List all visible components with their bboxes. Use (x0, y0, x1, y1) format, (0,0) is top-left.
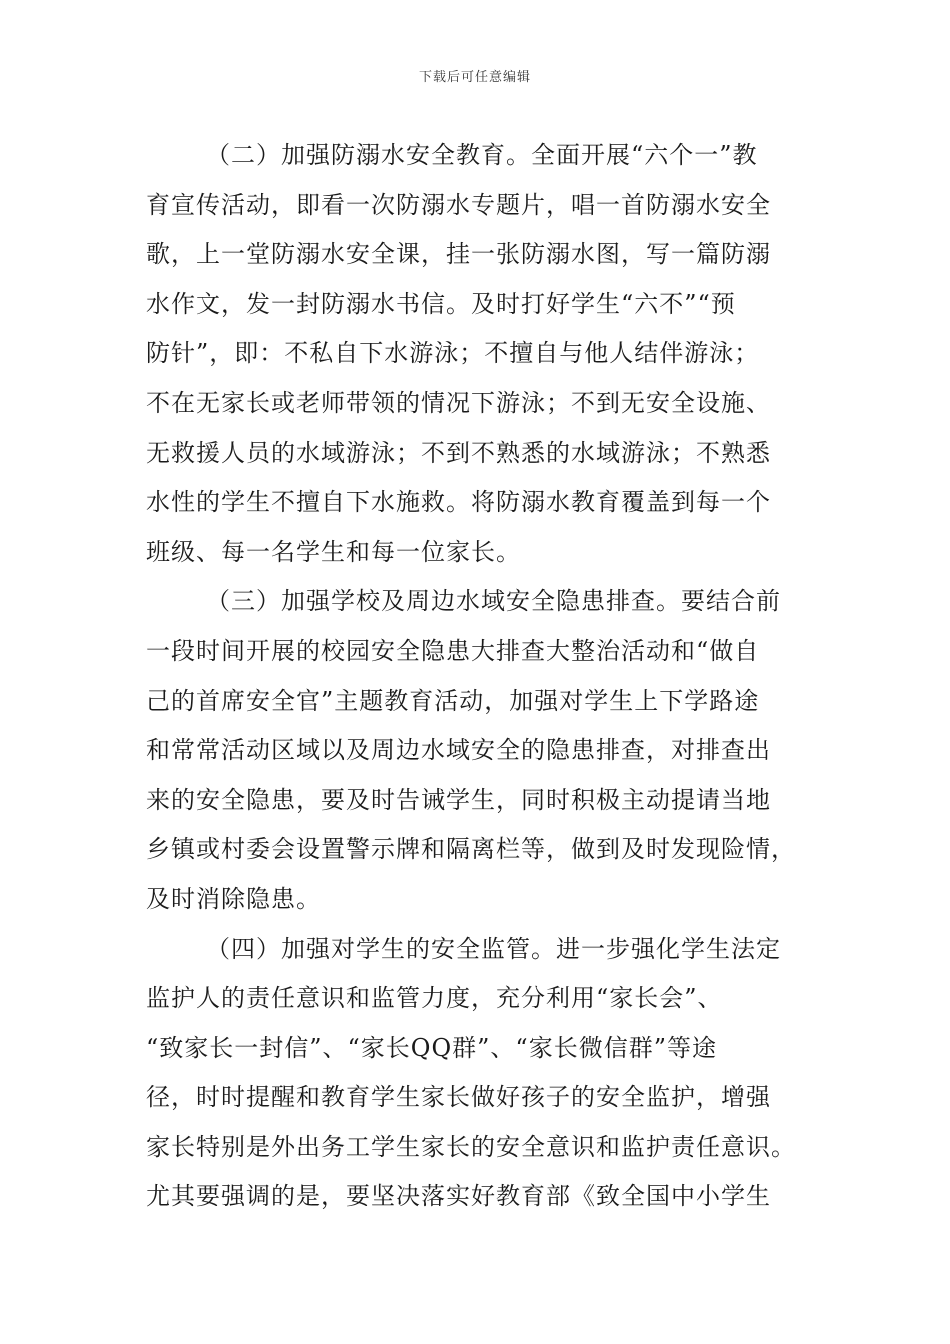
document-body (146, 131, 806, 1222)
paragraph-2-line: 水性的学生不擅自下水施救。将防溺水教育覆盖到每一个 (146, 488, 771, 517)
paragraph-2-line: 育宣传活动，即看一次防溺水专题片，唱一首防溺水安全 (146, 190, 771, 219)
paragraph-3-line: 己的首席安全官”主题教育活动，加强对学生上下学路途 (146, 686, 760, 715)
paragraph-3-line: 一段时间开展的校园安全隐患大排查大整治活动和“做自 (146, 636, 760, 665)
paragraph-4-line: 监护人的责任意识和监管力度，充分利用“家长会”、 (146, 984, 723, 1013)
paragraph-4-line: 家长特别是外出务工学生家长的安全意识和监护责任意识。 (146, 1132, 796, 1161)
paragraph-2-line: （二）加强防溺水安全教育。全面开展“六个一”教 (206, 141, 758, 169)
paragraph-2-line: 歌，上一堂防溺水安全课，挂一张防溺水图，写一篇防溺 (146, 240, 771, 269)
paragraph-2-line: 无救援人员的水域游泳；不到不熟悉的水域游泳；不熟悉 (146, 438, 771, 467)
paragraph-3-line: 及时消除隐患。 (146, 884, 321, 913)
paragraph-2-line: 水作文，发一封防溺水书信。及时打好学生“六不”“预 (146, 289, 736, 318)
paragraph-3-line: 和常常活动区域以及周边水域安全的隐患排查，对排查出 (146, 736, 771, 765)
paragraph-2-line: 不在无家长或老师带领的情况下游泳；不到无安全设施、 (146, 388, 771, 417)
paragraph-4-line: （四）加强对学生的安全监管。进一步强化学生法定 (206, 934, 781, 963)
paragraph-2-line: 防针”，即：不私自下水游泳；不擅自与他人结伴游泳； (146, 339, 760, 368)
paragraph-3-line: 来的安全隐患，要及时告诫学生，同时积极主动提请当地 (146, 785, 771, 814)
paragraph-4-line: “致家长一封信”、“家长QQ群”、“家长微信群”等途 (146, 1033, 717, 1062)
paragraph-4-line: 径，时时提醒和教育学生家长做好孩子的安全监护，增强 (146, 1083, 771, 1112)
header-note: 下载后可任意编辑 (418, 70, 531, 85)
paragraph-3-line: 乡镇或村委会设置警示牌和隔离栏等，做到及时发现险情， (146, 835, 796, 864)
paragraph-2-line: 班级、每一名学生和每一位家长。 (146, 537, 521, 566)
paragraph-3-line: （三）加强学校及周边水域安全隐患排查。要结合前 (206, 587, 781, 616)
paragraph-4-line: 尤其要强调的是，要坚决落实好教育部《致全国中小学生 (146, 1182, 771, 1211)
